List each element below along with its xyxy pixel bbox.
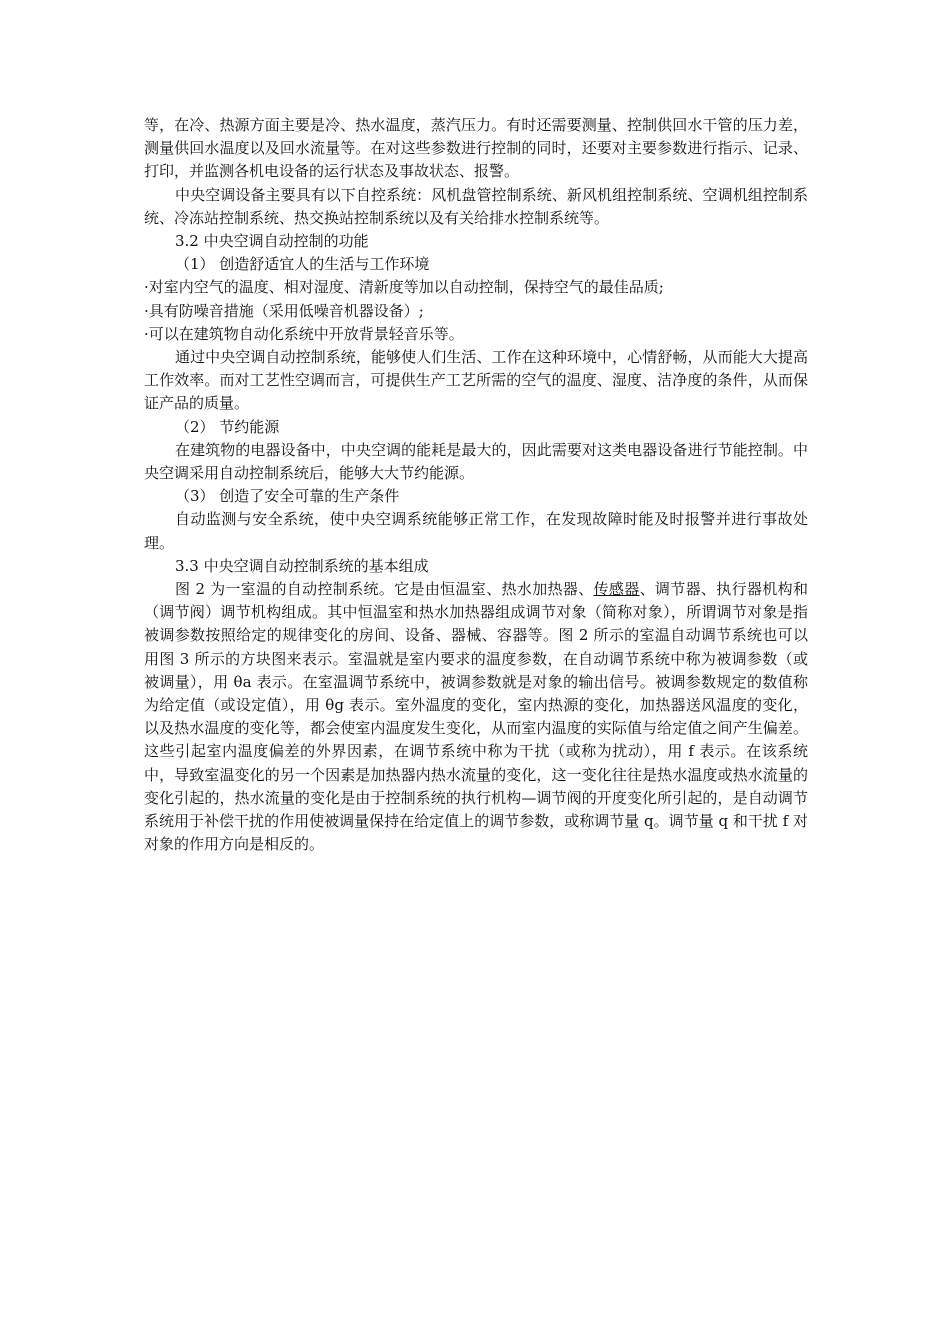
subheading-energy: （2） 节约能源 (175, 417, 280, 436)
subheading-safety: （3） 创造了安全可靠的生产条件 (175, 487, 400, 506)
document-body (144, 114, 808, 857)
composition-text-rest: 、调节器、执行器机构和（调节阀）调节机构组成。其中恒温室和热水加热器组成调节对象（简称对象），所谓调节对象是指被调参数按照给定的规律变化的房间、设备、器械、容器等。图 2 所示的室温自动调节系统也可以用图 3 所示的方块图来表示。室温就是室内要求的温度参数，在自动调节系统中称为被调参数（或被调量），用 θa 表示。在室温调节系统中，被调参数就是对象的输出信号。被调参数规定的数值称为给定值（或设定值），用 θg 表示。室外温度的变化，室内热源的变化，加热器送风温度的变化，以及热水温度的变化等，都会使室内温度发生变化，从而室内温度的实际值与给定值之间产生偏差。这些引起室内温度偏差的外界因素，在调节系统中称为干扰（或称为扰动），用 f 表示。在该系统中，导致室温变化的另一个因素是加热器内热水流量的变化，这一变化往往是热水温度或热水流量的变化引起的，热水流量的变化是由于控制系统的执行机构—调节阀的开度变化所引起的，是自动调节系统用于补偿干扰的作用使被调量保持在给定值上的调节参数，或称调节量 q。调节量 q 和干扰 f 对对象的作用方向是相反的。 (144, 580, 808, 854)
sensor-link[interactable]: 传感器 (593, 580, 640, 599)
paragraph-safety: 自动监测与安全系统，使中央空调系统能够正常工作，在发现故障时能及时报警并进行事故处理。 (144, 510, 808, 552)
paragraph-control-systems: 中央空调设备主要具有以下自控系统：风机盘管控制系统、新风机组控制系统、空调机组控制系统、冷冻站控制系统、热交换站控制系统以及有关给排水控制系统等。 (144, 185, 808, 227)
paragraph-measurement: 等，在冷、热源方面主要是冷、热水温度，蒸汽压力。有时还需要测量、控制供回水干管的压力差，测量供回水温度以及回水流量等。在对这些参数进行控制的同时，还要对主要参数进行指示、记录、打印，并监测各机电设备的运行状态及事故状态、报警。 (144, 116, 808, 181)
bullet-noise: ·具有防噪音措施（采用低噪音机器设备）; (144, 301, 424, 320)
composition-text-start: 图 2 为一室温的自动控制系统。它是由恒温室、热水加热器、 (175, 580, 594, 599)
section-heading-3-3: 3.3 中央空调自动控制系统的基本组成 (175, 556, 429, 575)
section-heading-3-2: 3.2 中央空调自动控制的功能 (175, 232, 369, 251)
bullet-music: ·可以在建筑物自动化系统中开放背景轻音乐等。 (144, 324, 464, 343)
paragraph-energy: 在建筑物的电器设备中，中央空调的能耗是最大的，因此需要对这类电器设备进行节能控制。中央空调采用自动控制系统后，能够大大节约能源。 (144, 440, 808, 483)
subheading-comfort: （1） 创造舒适宜人的生活与工作环境 (175, 255, 430, 274)
bullet-air-quality: ·对室内空气的温度、相对湿度、清新度等加以自动控制，保持空气的最佳品质; (144, 278, 664, 297)
paragraph-composition (144, 578, 808, 856)
paragraph-efficiency: 通过中央空调自动控制系统，能够使人们生活、工作在这种环境中，心情舒畅，从而能大大提高工作效率。而对工艺性空调而言，可提供生产工艺所需的空气的温度、湿度、洁净度的条件，从而保证产品的质量。 (144, 348, 808, 413)
